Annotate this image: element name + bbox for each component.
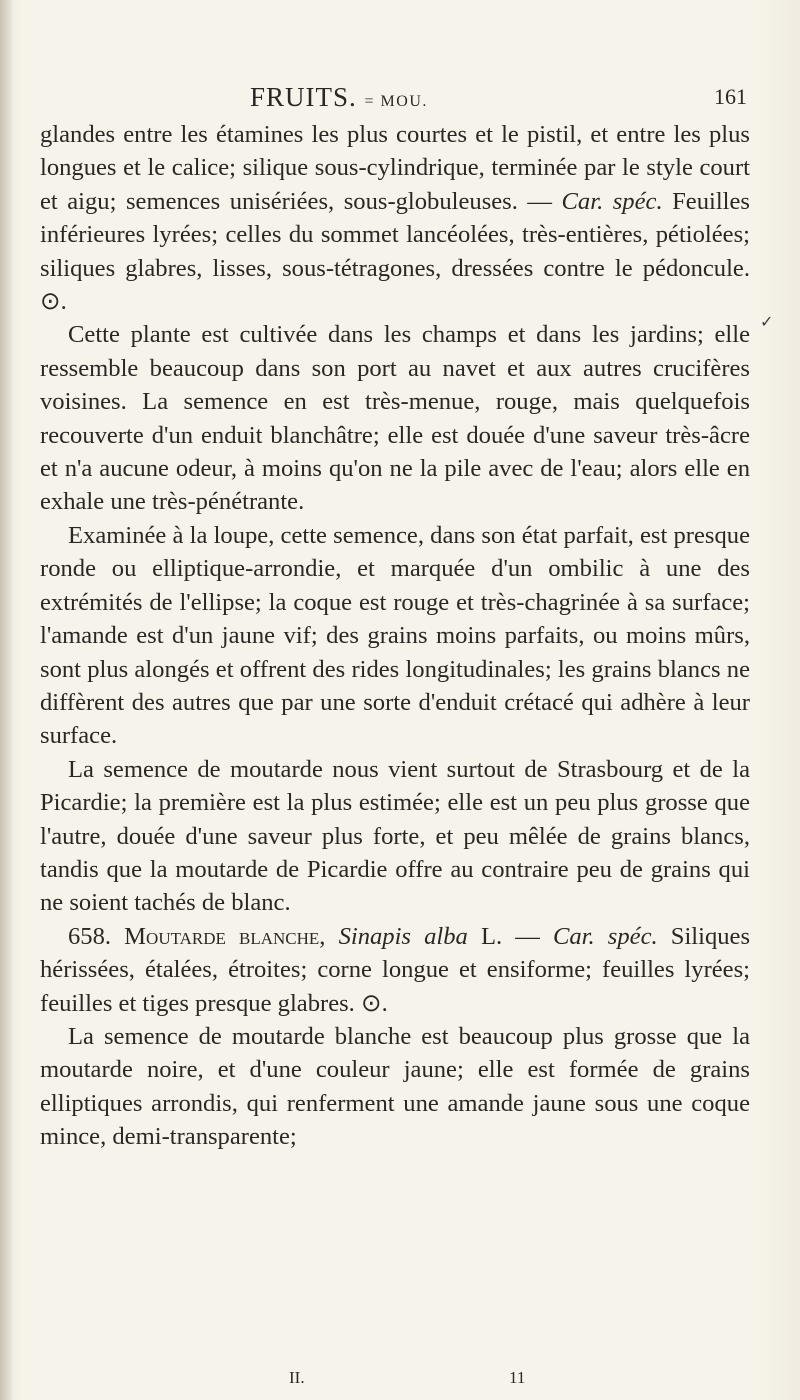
text-segment: , bbox=[319, 922, 339, 950]
margin-check-mark-icon: ✓ bbox=[760, 312, 774, 331]
text-segment: La semence de moutarde nous vient surtout de Strasbourg et de la Picardie; la première est la plus estimée; elle est un peu plus grosse que l'autre, douée d'une saveur plus forte, et peu mêlée de grains blancs, tandis que la moutarde de Picardie offre au contraire peu de grains qui ne soient tachés de blanc. bbox=[40, 755, 750, 917]
text-segment: La semence de moutarde blanche est beaucoup plus grosse que la moutarde noire, et d'une couleur jaune; elle est formée de grains elliptiques arrondis, qui renferment une amande jaune sous une coque mince, demi-transparente; bbox=[40, 1022, 750, 1151]
text-segment: Feuilles inférieures lyrées; celles du sommet lancéolées, très-entières, pétiolées; siliques glabres, lisses, sous-tétragones, dressées contre le pédoncule. ⊙. bbox=[40, 187, 750, 316]
italic-text: Car. spéc. bbox=[552, 922, 658, 950]
paragraph bbox=[40, 753, 750, 920]
signature-mark-left: II. bbox=[289, 1368, 305, 1387]
paragraph bbox=[40, 118, 750, 318]
paragraph bbox=[40, 519, 750, 753]
text-segment: L. — bbox=[467, 922, 553, 950]
paragraph bbox=[40, 318, 750, 518]
paragraph bbox=[40, 1020, 750, 1154]
signature-mark-right: 11 bbox=[509, 1368, 526, 1387]
paragraph bbox=[40, 920, 750, 1020]
running-title-main: FRUITS. bbox=[250, 82, 357, 112]
text-segment: glandes entre les étamines les plus courtes et le pistil, et entre les plus longues et le calice; silique sous-cylindrique, terminée par le style court et aigu; semences unisériées, sous-globuleuses. — bbox=[40, 121, 750, 215]
text-segment: 658. bbox=[68, 922, 125, 950]
italic-text: Sinapis alba bbox=[338, 922, 468, 950]
italic-text: Car. spéc. bbox=[561, 187, 663, 215]
page-binding-edge bbox=[0, 0, 12, 1400]
text-segment: Cette plante est cultivée dans les champs et dans les jardins; elle ressemble beaucoup dans son port au navet et aux autres crucifères voisines. La semence en est très-menue, rouge, mais quelquefois recouverte d'un enduit blanchâtre; elle est douée d'une saveur très-âcre et n'a aucune odeur, à moins qu'on ne la pile avec de l'eau; alors elle en exhale une très-pénétrante. bbox=[40, 321, 750, 516]
page-footer bbox=[0, 1368, 800, 1392]
small-caps-text: Moutarde blanche bbox=[124, 922, 320, 950]
page-header bbox=[0, 82, 800, 122]
running-title bbox=[250, 82, 428, 113]
running-title-section: = MOU. bbox=[364, 93, 428, 110]
text-segment: Examinée à la loupe, cette semence, dans son état parfait, est presque ronde ou elliptique-arrondie, et marquée d'un ombilic à une des extrémités de l'ellipse; la coque est rouge et très-chagrinée à sa surface; l'amande est d'un jaune vif; des grains moins parfaits, ou moins mûrs, sont plus alongés et offrent des rides longitudinales; les grains blancs ne diffèrent des autres que par une sorte d'enduit crétacé qui adhère à leur surface. bbox=[40, 521, 750, 750]
page-number: 161 bbox=[714, 84, 747, 109]
text-segment: Siliques hérissées, étalées, étroites; corne longue et ensiforme; feuilles lyrées; feuilles et tiges presque glabres. ⊙. bbox=[40, 922, 751, 1017]
body-text bbox=[40, 118, 750, 1154]
